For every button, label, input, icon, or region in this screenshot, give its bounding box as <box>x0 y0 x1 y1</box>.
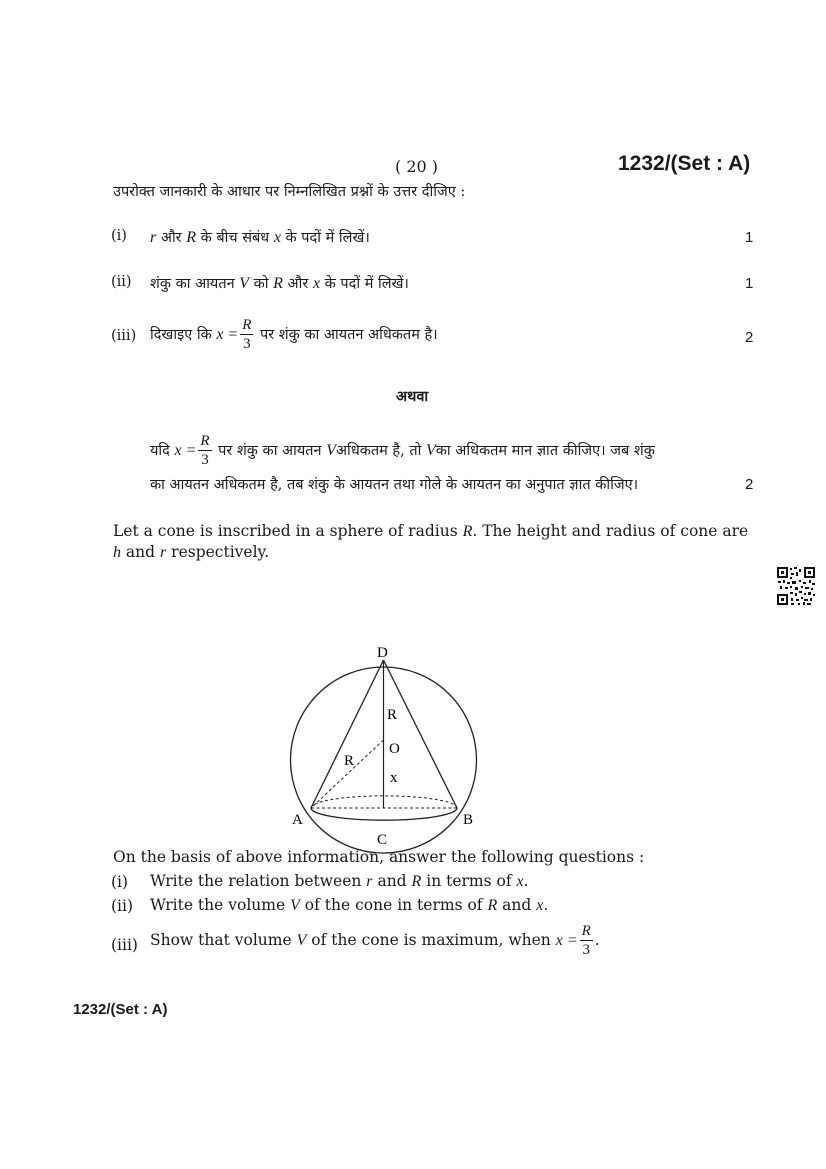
english-q3-text: Show that volume V of the cone is maximum, when x = $\frac{R}{3}$ . <box>150 923 600 958</box>
label-d: D <box>377 645 388 661</box>
fraction-r-over-3: $\frac{R}{3}$ <box>200 433 210 468</box>
hindi-intro: उपरोक्त जानकारी के आधार पर निम्नलिखित प्रश्नों के उत्तर दीजिए : <box>113 184 466 200</box>
hindi-alt-line2: का आयतन अधिकतम है, तब शंकु के आयतन तथा गोले के आयतन का अनुपात ज्ञात कीजिए। <box>150 477 639 493</box>
english-q1-text: Write the relation between r and R in terms of x. <box>150 872 529 890</box>
english-q2-text: Write the volume V of the cone in terms of R and x. <box>150 896 549 914</box>
fraction-r-over-3: $\frac{R}{3}$ <box>242 317 252 352</box>
hindi-q1-number: (i) <box>111 228 127 244</box>
hindi-q2-text: शंकु का आयतन V को R और x के पदों में लिखें। <box>150 275 409 292</box>
paper-code-footer: 1232/(Set : A) <box>73 1001 168 1018</box>
english-q3-number: (iii) <box>111 936 138 954</box>
label-a: A <box>292 812 303 828</box>
page-number: ( 20 ) <box>395 157 439 176</box>
english-questions-intro: On the basis of above information, answer the following questions : <box>113 848 645 866</box>
english-intro-line2: h and r respectively. <box>113 543 270 561</box>
cone-in-sphere-diagram <box>270 640 500 855</box>
label-b: B <box>463 812 474 828</box>
hindi-q3-marks: 2 <box>745 329 754 346</box>
fraction-r-over-3: $\frac{R}{3}$ <box>581 923 591 958</box>
qr-code <box>776 566 816 606</box>
english-q1-number: (i) <box>111 873 129 891</box>
cone-edge-left <box>311 660 384 808</box>
hindi-q1-text: r और R के बीच संबंध x के पदों में लिखें। <box>150 229 370 246</box>
hindi-q3-number: (iii) <box>111 328 137 344</box>
label-r-vertical: R <box>387 707 398 723</box>
hindi-q1-marks: 1 <box>745 229 754 246</box>
label-r-slant: R <box>344 753 355 769</box>
english-q2-number: (ii) <box>111 897 134 915</box>
hindi-q2-number: (ii) <box>111 274 132 290</box>
cone-base-front <box>311 808 457 820</box>
label-o: O <box>389 741 400 757</box>
hindi-alt-line1: यदि x = $\frac{R}{3}$ पर शंकु का आयतन Vअधिकतम है, तो Vका अधिकतम मान ज्ञात कीजिए। जब शंकु <box>150 433 655 468</box>
label-x: x <box>390 770 398 786</box>
paper-code-header: 1232/(Set : A) <box>618 152 751 175</box>
english-intro-line1: Let a cone is inscribed in a sphere of radius R. The height and radius of cone are <box>113 522 749 540</box>
hindi-q3-text: दिखाइए कि x = $\frac{R}{3}$ पर शंकु का आयतन अधिकतम है। <box>150 317 438 352</box>
hindi-q2-marks: 1 <box>745 275 754 292</box>
or-label: अथवा <box>396 388 429 405</box>
label-c: C <box>377 832 388 848</box>
hindi-alt-marks: 2 <box>745 476 754 493</box>
